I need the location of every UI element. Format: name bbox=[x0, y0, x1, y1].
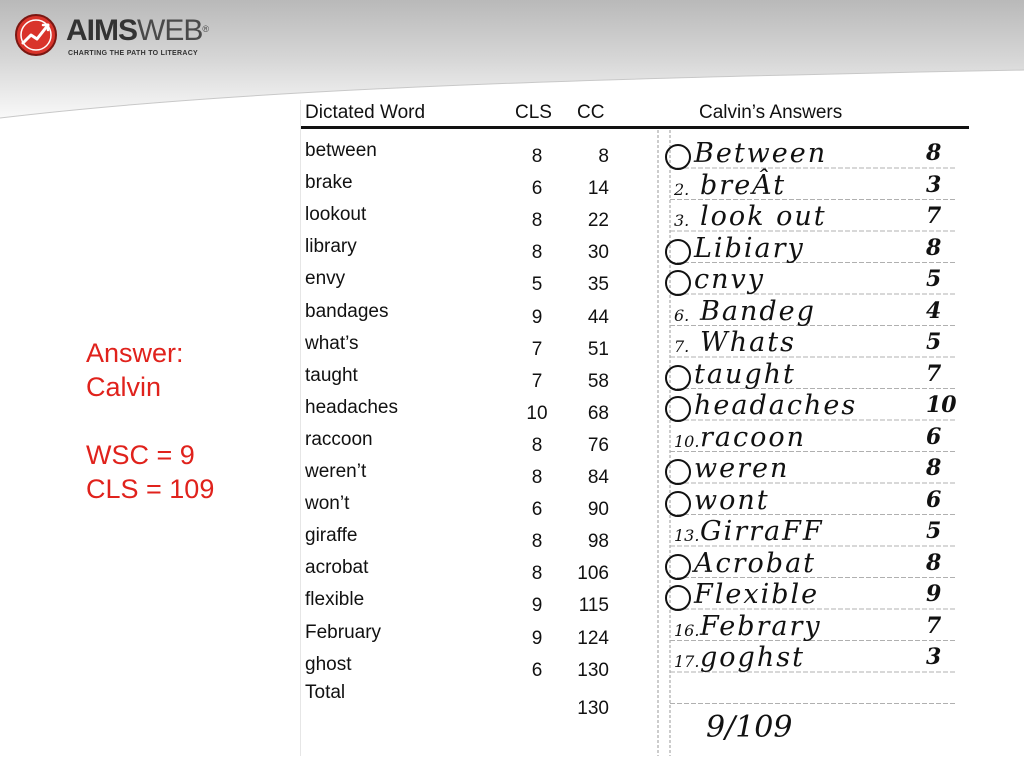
cc-cell: 35 bbox=[587, 274, 609, 296]
cc-cell: 115 bbox=[578, 595, 609, 617]
cls-cell: 9 bbox=[531, 595, 543, 617]
cc-cell: 130 bbox=[577, 659, 609, 681]
handwritten-answer: Febrary bbox=[700, 610, 822, 642]
word-cell: February bbox=[305, 621, 382, 643]
handwritten-answer: taught bbox=[694, 358, 796, 390]
handwritten-answer: breÂt bbox=[700, 169, 787, 201]
handwritten-score: 5 bbox=[926, 518, 942, 544]
cc-cell: 84 bbox=[587, 467, 609, 488]
word-cell: between bbox=[305, 140, 377, 161]
aimsweb-logo bbox=[14, 10, 224, 58]
handwritten-score: 5 bbox=[926, 266, 942, 292]
handwritten-score: 8 bbox=[926, 455, 942, 481]
cls-cell: 8 bbox=[531, 146, 543, 167]
circled-number-mark bbox=[665, 239, 691, 265]
cls-cell: 7 bbox=[531, 338, 543, 360]
circled-number-mark bbox=[665, 144, 691, 170]
word-cell: acrobat bbox=[305, 557, 369, 579]
handwritten-answers bbox=[656, 130, 969, 756]
handwritten-score: 6 bbox=[926, 486, 942, 513]
total-label: Total bbox=[305, 682, 346, 703]
handwritten-score: 9 bbox=[926, 581, 942, 607]
cls-cell: 7 bbox=[531, 370, 543, 392]
cc-cell: 51 bbox=[587, 338, 609, 360]
handwritten-answer: Between bbox=[694, 138, 828, 169]
answer-label: Answer: bbox=[86, 338, 184, 368]
handwritten-total: 9/109 bbox=[706, 710, 793, 745]
cls-cell: 8 bbox=[531, 531, 543, 553]
cls-cell: 6 bbox=[531, 659, 543, 681]
handwritten-answer: look out bbox=[700, 201, 827, 232]
cc-cell: 58 bbox=[587, 370, 609, 392]
cc-cell: 76 bbox=[587, 434, 609, 456]
circled-number-mark bbox=[665, 554, 691, 580]
handwritten-answer: wont bbox=[694, 484, 770, 516]
word-cell: headaches bbox=[305, 396, 398, 418]
circled-number-mark bbox=[665, 396, 691, 422]
answer-number: 7. bbox=[674, 337, 690, 356]
handwritten-answer: Acrobat bbox=[694, 547, 817, 579]
answer-number: 6. bbox=[674, 305, 690, 325]
cls-cell: 8 bbox=[531, 210, 543, 232]
answer-number: 3. bbox=[674, 211, 690, 230]
handwritten-score: 3 bbox=[926, 644, 942, 670]
cls-cell: 8 bbox=[531, 467, 543, 488]
cls-cell: 8 bbox=[531, 434, 543, 456]
header-cls: CLS bbox=[515, 102, 552, 123]
circled-number-mark bbox=[665, 270, 691, 296]
handwritten-score: 4 bbox=[926, 297, 942, 324]
handwritten-score: 3 bbox=[926, 171, 942, 198]
cls-cell: 9 bbox=[531, 627, 543, 649]
logo-chart-icon bbox=[14, 13, 58, 57]
cls-cell: 10 bbox=[526, 402, 548, 424]
handwritten-score: 8 bbox=[926, 549, 942, 576]
handwritten-answer: weren bbox=[694, 453, 790, 484]
cls-cell: 8 bbox=[531, 242, 543, 264]
header-rule bbox=[301, 126, 969, 129]
handwritten-answer: Flexible bbox=[694, 579, 820, 610]
handwritten-answer: racoon bbox=[700, 421, 807, 453]
cc-cell: 14 bbox=[587, 178, 609, 200]
cls-cell: 6 bbox=[531, 178, 543, 200]
cc-cell: 68 bbox=[587, 402, 609, 424]
handwritten-score: 10 bbox=[926, 392, 957, 418]
cls-cell: 5 bbox=[531, 274, 543, 296]
handwritten-score: 5 bbox=[926, 329, 942, 355]
header-cc: CC bbox=[577, 102, 605, 123]
circled-number-mark bbox=[665, 365, 691, 391]
handwritten-score: 7 bbox=[926, 360, 942, 387]
word-cell: giraffe bbox=[305, 525, 358, 547]
cls-cell: 8 bbox=[531, 563, 543, 585]
circled-number-mark bbox=[665, 459, 691, 485]
cc-cell: 106 bbox=[577, 563, 609, 585]
answer-wsc: WSC = 9 bbox=[86, 440, 195, 470]
cc-cell: 90 bbox=[587, 499, 609, 521]
logo-wordmark bbox=[66, 16, 208, 46]
cc-cell: 30 bbox=[587, 242, 609, 264]
word-cell: what’s bbox=[305, 332, 359, 354]
answer-summary bbox=[86, 336, 214, 506]
word-cell: library bbox=[305, 236, 357, 258]
cls-cell: 9 bbox=[531, 306, 543, 328]
handwritten-answer: goghst bbox=[700, 642, 805, 673]
handwritten-score: 8 bbox=[926, 140, 942, 166]
answer-number: 2. bbox=[674, 179, 690, 199]
handwritten-answer: cnvy bbox=[694, 264, 766, 295]
handwritten-answer: Bandeg bbox=[700, 295, 816, 327]
cc-cell: 98 bbox=[587, 531, 609, 553]
word-cell: ghost bbox=[305, 653, 352, 675]
scoring-table bbox=[300, 100, 969, 756]
handwritten-score: 8 bbox=[926, 234, 942, 261]
answer-number: 16. bbox=[674, 620, 700, 640]
cc-cell: 22 bbox=[587, 210, 609, 232]
cc-cell: 124 bbox=[577, 627, 609, 649]
cc-cell: 44 bbox=[587, 306, 609, 328]
handwritten-score: 6 bbox=[926, 423, 942, 450]
header-answers: Calvin’s Answers bbox=[699, 102, 843, 123]
handwritten-answer: Whats bbox=[700, 327, 796, 358]
word-cell: taught bbox=[305, 364, 358, 386]
answer-student: Calvin bbox=[86, 372, 162, 402]
circled-number-mark bbox=[665, 585, 691, 611]
circled-number-mark bbox=[665, 491, 691, 517]
handwritten-answer: GirraFF bbox=[700, 516, 824, 547]
word-cell: envy bbox=[305, 268, 346, 290]
word-cell: raccoon bbox=[305, 428, 373, 450]
answer-number: 13. bbox=[674, 526, 700, 545]
word-cell: brake bbox=[305, 172, 353, 194]
handwritten-answer: Libiary bbox=[694, 232, 805, 264]
answer-number: 10. bbox=[674, 431, 700, 451]
answer-cls: CLS = 109 bbox=[86, 474, 215, 504]
cls-cell: 6 bbox=[531, 499, 543, 521]
word-cell: flexible bbox=[305, 589, 365, 611]
word-cell: bandages bbox=[305, 300, 389, 322]
logo-registered: ® bbox=[202, 24, 208, 34]
cc-cell: 8 bbox=[598, 146, 609, 167]
answer-number: 17. bbox=[674, 652, 700, 671]
word-cell: weren’t bbox=[305, 461, 367, 482]
word-cell: lookout bbox=[305, 204, 367, 226]
header-dictated-word: Dictated Word bbox=[305, 102, 426, 123]
word-cell: won’t bbox=[305, 493, 350, 515]
handwritten-score: 7 bbox=[926, 612, 942, 639]
logo-tagline: CHARTING THE PATH TO LITERACY bbox=[68, 50, 199, 57]
logo-brand-bold: AIMS bbox=[66, 14, 137, 47]
total-cc: 130 bbox=[577, 698, 609, 719]
handwritten-score: 7 bbox=[926, 203, 942, 229]
logo-brand-light: WEB bbox=[137, 14, 203, 47]
handwritten-answer: headaches bbox=[694, 390, 858, 421]
